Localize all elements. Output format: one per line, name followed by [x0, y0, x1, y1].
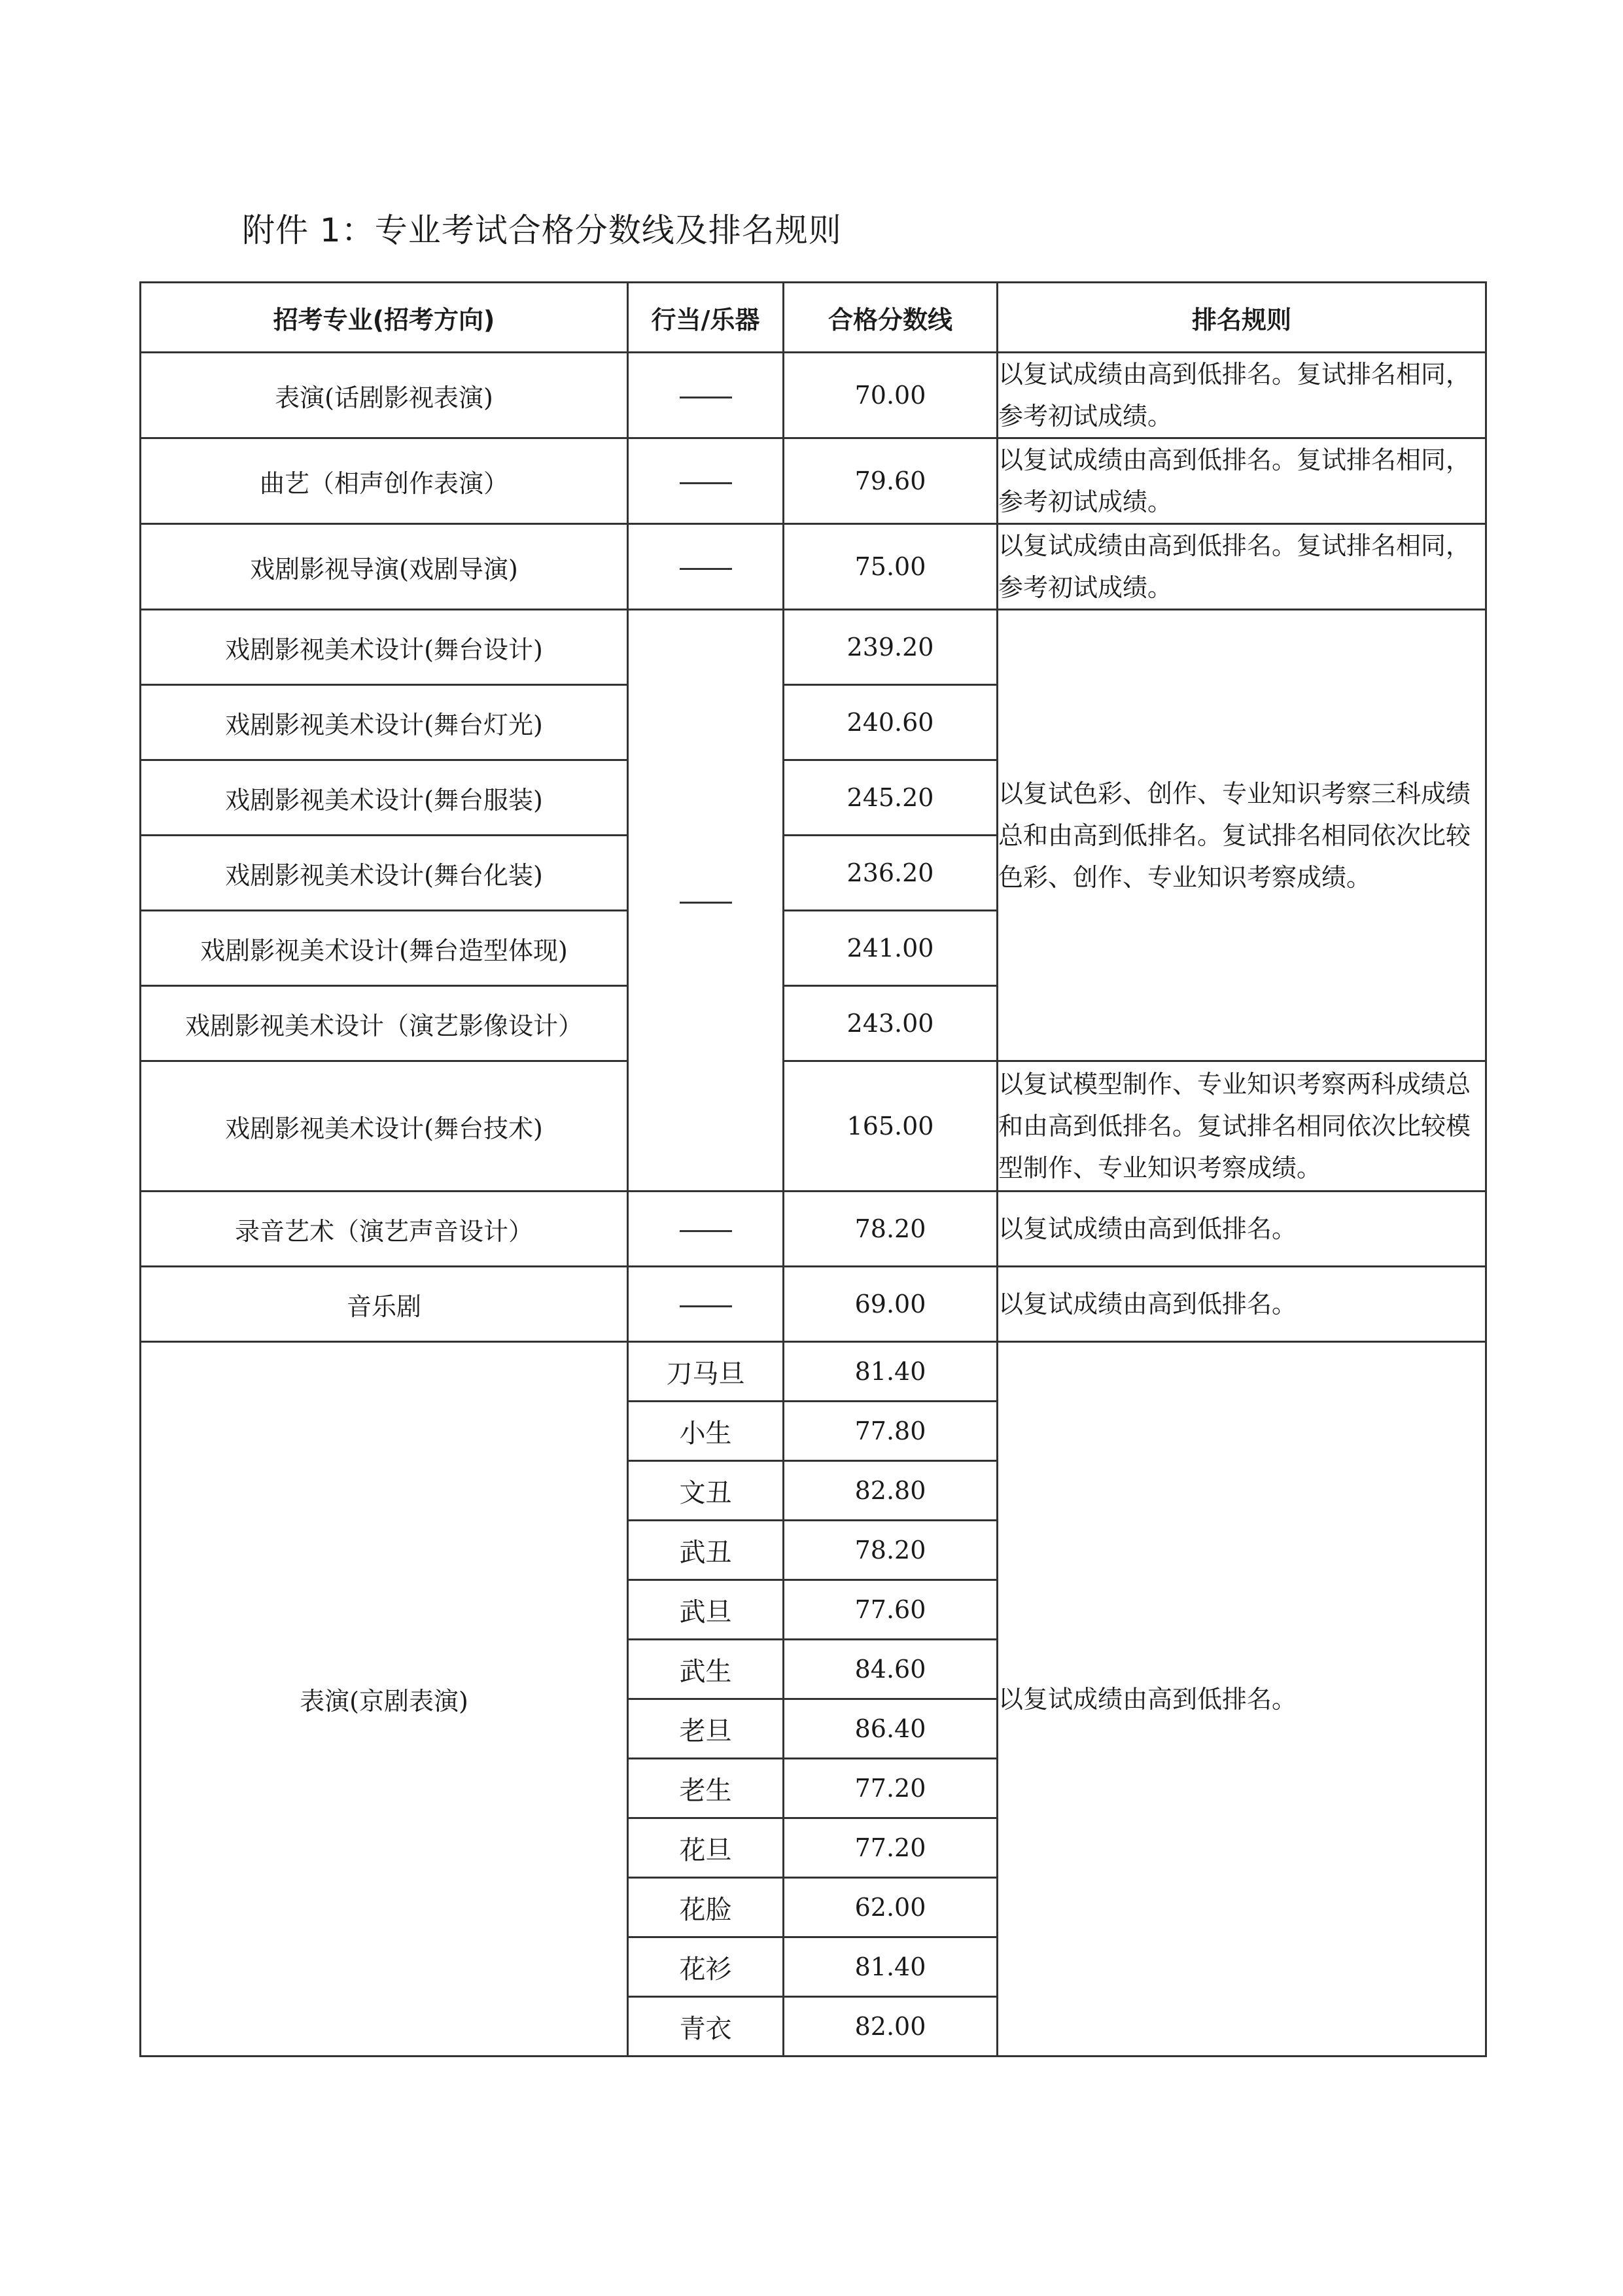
major-cell: 戏剧影视美术设计(舞台服装) [141, 760, 628, 836]
major-cell: 音乐剧 [141, 1267, 628, 1342]
role-cell: 花脸 [628, 1878, 784, 1937]
major-cell: 戏剧影视导演(戏剧导演) [141, 524, 628, 610]
role-cell: 小生 [628, 1402, 784, 1461]
score-cell: 81.40 [784, 1342, 998, 1402]
role-cell: 武旦 [628, 1580, 784, 1640]
score-cell: 77.60 [784, 1580, 998, 1640]
role-cell-empty [628, 524, 784, 610]
major-cell: 戏剧影视美术设计(舞台化装) [141, 836, 628, 911]
role-cell: 花旦 [628, 1818, 784, 1878]
major-cell: 戏剧影视美术设计(舞台技术) [141, 1061, 628, 1192]
dash-icon [680, 1230, 732, 1232]
major-cell: 表演(话剧影视表演) [141, 353, 628, 438]
rule-cell: 以复试成绩由高到低排名。复试排名相同，参考初试成绩。 [998, 524, 1486, 610]
role-cell: 老生 [628, 1759, 784, 1818]
score-cell: 62.00 [784, 1878, 998, 1937]
score-cell: 77.80 [784, 1402, 998, 1461]
header-row [141, 283, 1486, 353]
score-table [139, 281, 1487, 2057]
header-major: 招考专业(招考方向) [141, 283, 628, 353]
role-cell: 刀马旦 [628, 1342, 784, 1402]
rule-cell: 以复试成绩由高到低排名。 [998, 1267, 1486, 1342]
rule-cell: 以复试成绩由高到低排名。 [998, 1192, 1486, 1267]
major-cell: 戏剧影视美术设计(舞台灯光) [141, 685, 628, 760]
major-cell: 录音艺术（演艺声音设计） [141, 1192, 628, 1267]
role-cell-empty [628, 438, 784, 524]
major-cell: 戏剧影视美术设计（演艺影像设计） [141, 986, 628, 1061]
rule-cell: 以复试成绩由高到低排名。复试排名相同，参考初试成绩。 [998, 353, 1486, 438]
score-cell: 243.00 [784, 986, 998, 1061]
score-cell: 241.00 [784, 911, 998, 986]
score-cell: 82.80 [784, 1461, 998, 1521]
score-cell: 75.00 [784, 524, 998, 610]
major-cell: 曲艺（相声创作表演） [141, 438, 628, 524]
role-cell: 武生 [628, 1640, 784, 1699]
score-cell: 79.60 [784, 438, 998, 524]
score-cell: 69.00 [784, 1267, 998, 1342]
table-row [141, 1267, 1486, 1342]
score-cell: 165.00 [784, 1061, 998, 1192]
table-row [141, 1061, 1486, 1192]
header-rule: 排名规则 [998, 283, 1486, 353]
major-cell: 戏剧影视美术设计(舞台设计) [141, 610, 628, 685]
major-cell: 表演(京剧表演) [141, 1342, 628, 2057]
rule-cell: 以复试色彩、创作、专业知识考察三科成绩总和由高到低排名。复试排名相同依次比较色彩、创作、专业知识考察成绩。 [998, 610, 1486, 1061]
score-cell: 84.60 [784, 1640, 998, 1699]
role-cell-empty [628, 1192, 784, 1267]
score-cell: 78.20 [784, 1521, 998, 1580]
dash-icon [680, 568, 732, 570]
score-cell: 70.00 [784, 353, 998, 438]
dash-icon [680, 397, 732, 398]
rule-cell: 以复试成绩由高到低排名。复试排名相同，参考初试成绩。 [998, 438, 1486, 524]
score-cell: 81.40 [784, 1937, 998, 1997]
role-cell-empty [628, 353, 784, 438]
role-cell: 青衣 [628, 1997, 784, 2057]
score-cell: 77.20 [784, 1759, 998, 1818]
role-cell: 武丑 [628, 1521, 784, 1580]
rule-cell: 以复试成绩由高到低排名。 [998, 1342, 1486, 2057]
header-score: 合格分数线 [784, 283, 998, 353]
dash-icon [680, 902, 732, 904]
table-row [141, 610, 1486, 685]
rule-cell: 以复试模型制作、专业知识考察两科成绩总和由高到低排名。复试排名相同依次比较模型制作、专业知识考察成绩。 [998, 1061, 1486, 1192]
role-cell-empty [628, 1267, 784, 1342]
table-row [141, 438, 1486, 524]
score-cell: 245.20 [784, 760, 998, 836]
score-cell: 82.00 [784, 1997, 998, 2057]
score-cell: 78.20 [784, 1192, 998, 1267]
table-row [141, 524, 1486, 610]
score-cell: 86.40 [784, 1699, 998, 1759]
role-cell-empty [628, 610, 784, 1192]
role-cell: 花衫 [628, 1937, 784, 1997]
table-row [141, 1192, 1486, 1267]
page-title: 附件 1：专业考试合格分数线及排名规则 [242, 211, 842, 249]
dash-icon [680, 482, 732, 484]
role-cell: 文丑 [628, 1461, 784, 1521]
table-row [141, 353, 1486, 438]
score-cell: 239.20 [784, 610, 998, 685]
table-row [141, 1342, 1486, 1402]
dash-icon [680, 1305, 732, 1307]
header-role: 行当/乐器 [628, 283, 784, 353]
major-cell: 戏剧影视美术设计(舞台造型体现) [141, 911, 628, 986]
score-cell: 77.20 [784, 1818, 998, 1878]
score-cell: 240.60 [784, 685, 998, 760]
role-cell: 老旦 [628, 1699, 784, 1759]
score-cell: 236.20 [784, 836, 998, 911]
